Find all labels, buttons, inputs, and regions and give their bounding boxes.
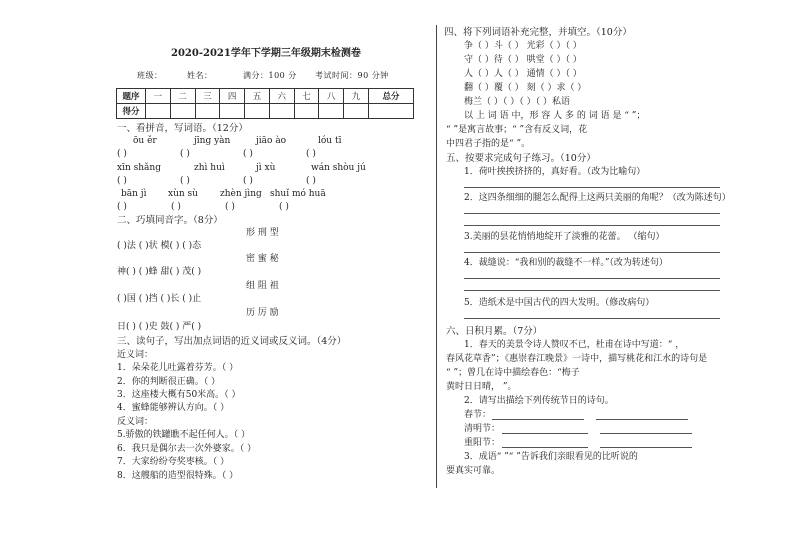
question-item[interactable]: 1．朵朵花儿吐露着芬芳。（ ） <box>117 363 239 373</box>
fill-sentence[interactable]: 3．成语“ ”“ ”告诉我们亲眼看见的比听说的 <box>464 452 638 462</box>
idiom-row[interactable]: 人（ ）人（ ） 通情（ ）（ ） <box>464 69 582 79</box>
question-item[interactable]: 6．我只是偶尔去一次外婆家。（ ） <box>117 444 257 454</box>
score-header-cell: 四 <box>220 89 245 104</box>
score-input-cell[interactable] <box>146 104 171 119</box>
answer-line[interactable] <box>464 225 720 226</box>
fill-sentence: 要真实可靠。 <box>446 466 501 476</box>
answer-line[interactable] <box>464 187 720 188</box>
answer-line[interactable] <box>502 433 588 434</box>
answer-line[interactable] <box>464 290 720 291</box>
answer-paren[interactable]: ( ) <box>117 176 127 186</box>
answer-line[interactable] <box>600 433 692 434</box>
answer-paren[interactable]: ( ) <box>243 149 253 159</box>
section-4-title: 四、将下列词语补充完整，并填空。（10分） <box>444 27 632 38</box>
question-item: 5．造纸术是中国古代的四大发明。（修改病句） <box>464 298 655 308</box>
score-header-cell: 总分 <box>369 89 414 104</box>
section-6-title: 六、日积月累。（7分） <box>446 326 543 337</box>
answer-paren[interactable]: ( ) <box>225 202 235 212</box>
answer-paren[interactable]: ( ) <box>243 176 253 186</box>
section-3-title: 三、读句子，写出加点词语的近义词或反义词。（4分） <box>117 336 347 347</box>
question-item: 1．荷叶挨挨挤挤的，真好看。（改为比喻句） <box>464 167 646 177</box>
full-score: 满分：100 分 <box>243 71 297 80</box>
question-item[interactable]: 3．这座楼大概有50米高。（ ） <box>117 390 241 400</box>
score-header-cell: 题序 <box>117 89 146 104</box>
homophone-line[interactable]: 神( ) ( )蜂 甜( ) 茂( ) <box>117 267 202 277</box>
festival-label: 清明节： <box>464 424 501 434</box>
name-label: 姓名： <box>187 71 213 80</box>
answer-paren[interactable]: ( ) <box>117 149 127 159</box>
answer-paren[interactable]: ( ) <box>180 149 190 159</box>
homophone-line[interactable]: ( )法 ( )状 模( ) ( )态 <box>117 241 202 251</box>
score-input-cell[interactable] <box>170 104 195 119</box>
score-header-cell: 一 <box>146 89 171 104</box>
question-item[interactable]: 2．你的判断很正确。（ ） <box>117 377 221 387</box>
answer-line[interactable] <box>464 318 720 319</box>
score-value-row <box>117 104 414 119</box>
section-1-title: 一、看拼音，写词语。（12分） <box>117 123 248 134</box>
antonym-label: 反义词： <box>117 417 154 427</box>
answer-paren[interactable]: ( ) <box>117 202 127 212</box>
idiom-row[interactable]: 守（ ）待（ ） 哄堂（ ）（ ） <box>464 55 582 65</box>
score-header-cell: 八 <box>319 89 344 104</box>
question-item: 2．这四条细细的腿怎么配得上这两只美丽的角呢？（改为陈述句） <box>464 193 731 203</box>
answer-line[interactable] <box>600 447 692 448</box>
festival-label: 春节： <box>464 410 492 420</box>
festival-label: 重阳节： <box>464 438 501 448</box>
answer-line[interactable] <box>464 213 720 214</box>
score-header-cell: 六 <box>269 89 294 104</box>
column-divider <box>436 25 437 488</box>
pinyin: ōu ěr <box>133 136 157 146</box>
class-label: 班级： <box>137 71 163 80</box>
answer-paren[interactable]: ( ) <box>306 149 316 159</box>
score-row-label: 得分 <box>117 104 146 119</box>
fill-sentence[interactable]: 以 上 词 语 中，形 容 人 多 的 词 语 是 “ ”； <box>464 111 646 121</box>
score-input-cell[interactable] <box>245 104 270 119</box>
pinyin: jīng yàn <box>194 136 231 146</box>
score-input-cell[interactable] <box>269 104 294 119</box>
homophone-line[interactable]: 日( ) ( )史 鼓( ) 严( ) <box>117 322 202 332</box>
question-item: 4．裁缝说：“我和别的裁缝不一样。”（改为转述句） <box>464 258 668 268</box>
question-item[interactable]: 4．蜜蜂能够辨认方向。（ ） <box>117 403 230 413</box>
fill-sentence: 春风花草香”；《惠崇春江晚景》一诗中，描写桃花和江水的诗句是 <box>446 354 708 364</box>
score-input-cell[interactable] <box>369 104 414 119</box>
score-header-cell: 五 <box>245 89 270 104</box>
pinyin: jiāo ào <box>256 136 287 146</box>
answer-line[interactable] <box>492 419 584 420</box>
score-header-cell: 二 <box>170 89 195 104</box>
pinyin: xùn sù <box>168 189 198 199</box>
score-input-cell[interactable] <box>319 104 344 119</box>
idiom-row[interactable]: 翻（ ）覆（ ） 刻（ ）求（ ） <box>464 83 587 93</box>
fill-sentence[interactable]: 黄时日日晴， ”。 <box>446 382 517 392</box>
question-item[interactable]: 8．这艘船的造型很特殊。（ ） <box>117 471 239 481</box>
score-header-cell: 三 <box>195 89 220 104</box>
score-input-cell[interactable] <box>195 104 220 119</box>
answer-line[interactable] <box>464 278 720 279</box>
time-label: 考试时间：90 分钟 <box>315 71 389 80</box>
homophone-line[interactable]: ( )国 ( )挡 ( )长 ( )止 <box>117 294 202 304</box>
section-5-title: 五、按要求完成句子练习。（10分） <box>446 153 596 164</box>
answer-line[interactable] <box>464 252 720 253</box>
answer-paren[interactable]: ( ) <box>171 202 181 212</box>
answer-paren[interactable]: ( ) <box>306 176 316 186</box>
idiom-row[interactable]: 梅兰（ ）（ ）（ ）（ ）私语 <box>464 97 570 107</box>
pinyin: xīn shǎng <box>117 163 161 173</box>
fill-sentence[interactable]: 中四君子指的是“ ”。 <box>446 139 531 149</box>
page-title: 2020-2021学年下学期三年级期末检测卷 <box>171 48 361 59</box>
idiom-row[interactable]: 争（ ）斗（ ） 光彩（ ）（ ） <box>464 41 582 51</box>
question-item: 3.美丽的昙花悄悄地绽开了淡雅的花蕾。 （缩句） <box>464 232 665 242</box>
pinyin: wán shòu jú <box>311 163 366 173</box>
question-item[interactable]: 7．大家纷纷夸奖枣核。（ ） <box>117 457 230 467</box>
score-header-cell: 七 <box>294 89 319 104</box>
score-input-cell[interactable] <box>344 104 369 119</box>
homophone-group: 密 蜜 秘 <box>246 254 279 264</box>
synonym-label: 近义词： <box>117 350 154 360</box>
pinyin: jì xù <box>256 163 276 173</box>
homophone-group: 历 厉 励 <box>246 308 279 318</box>
homophone-group: 形 刑 型 <box>246 228 279 238</box>
section-2-title: 二、巧填同音字。（8分） <box>117 215 223 226</box>
answer-paren[interactable]: ( ) <box>180 176 190 186</box>
answer-line[interactable] <box>502 447 588 448</box>
score-table <box>116 88 414 119</box>
question-item[interactable]: 5.骄傲的铁罐瞧不起任何人。（ ） <box>117 430 250 440</box>
pinyin: bān jì <box>121 189 147 199</box>
pinyin: zhì huì <box>194 163 225 173</box>
homophone-group: 组 阻 祖 <box>246 281 279 291</box>
answer-paren[interactable]: ( ) <box>279 202 289 212</box>
fill-sentence[interactable]: 1．春天的美景令诗人赞叹不已，杜甫在诗中写道：“ ， <box>464 340 685 350</box>
score-input-cell[interactable] <box>220 104 245 119</box>
score-header-row <box>117 89 414 104</box>
fill-sentence[interactable]: “ ”；曾几在诗中描绘春色：“梅子 <box>446 368 580 378</box>
pinyin: zhèn jìng <box>220 189 262 199</box>
answer-line[interactable] <box>596 419 688 420</box>
pinyin: shuǐ mó huā <box>270 189 326 199</box>
score-header-cell: 九 <box>344 89 369 104</box>
question-item: 2．请写出描绘下列传统节日的诗句。 <box>464 396 614 406</box>
score-input-cell[interactable] <box>294 104 319 119</box>
fill-sentence[interactable]: “ ”是寓言故事；“ ”含有反义词，花 <box>446 125 588 135</box>
pinyin: lóu tī <box>318 136 342 146</box>
